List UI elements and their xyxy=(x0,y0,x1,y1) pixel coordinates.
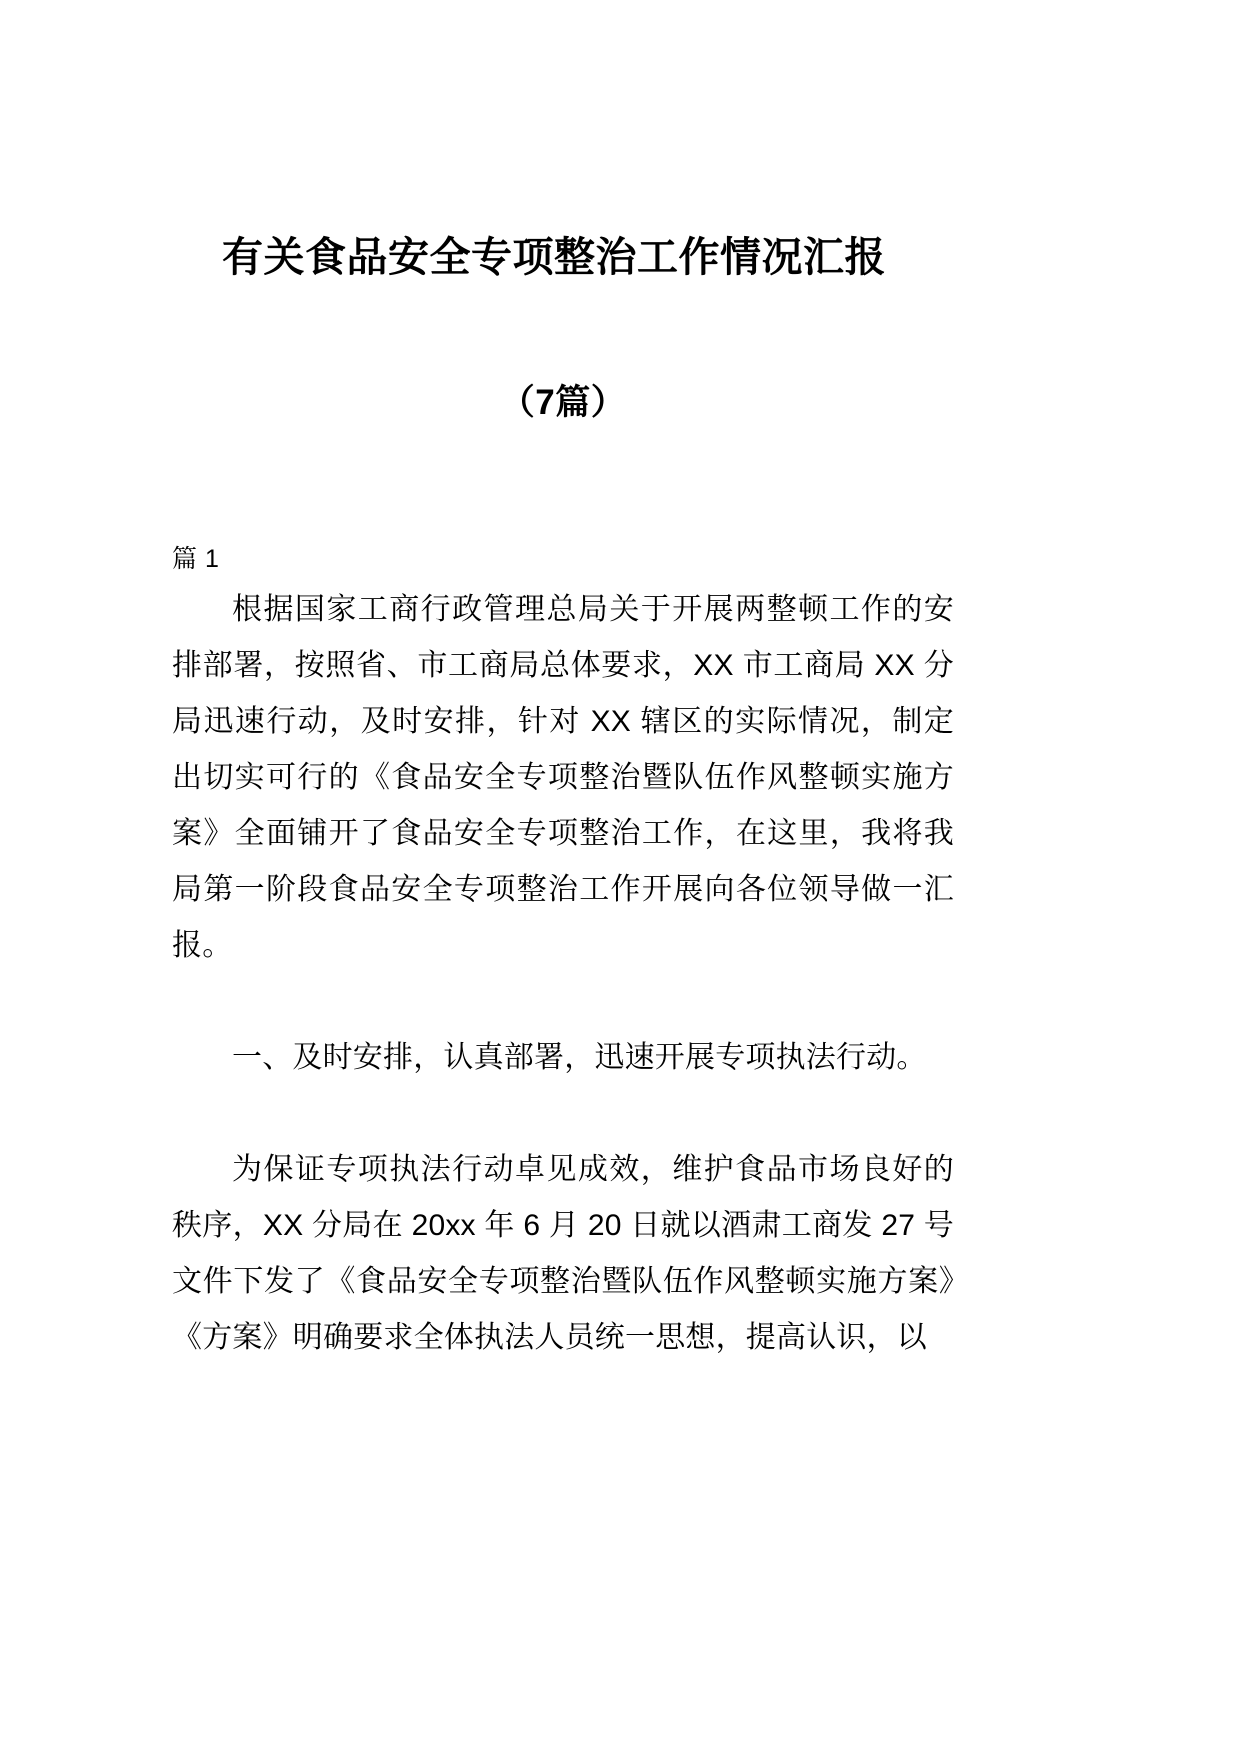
body-paragraph: 根据国家工商行政管理总局关于开展两整顿工作的安排部署，按照省、市工商局总体要求，XX 市工商局 XX 分局迅速行动，及时安排，针对 XX 辖区的实际情况，制定出切实可行的《食品安全专项整治暨队伍作风整顿实施方案》全面铺开了食品安全专项整治工作，在这里，我将我局第一阶段食品安全专项整治工作开展向各位领导做一汇报。 xyxy=(172,592,954,962)
body-paragraph: 为保证专项执法行动卓见成效，维护食品市场良好的秩序，XX 分局在 20xx 年 6 月 20 日就以酒肃工商发 27 号文件下发了《食品安全专项整治暨队伍作风整顿实施方案》《方案》明确要求全体执法人员统一思想，提高认识，以 xyxy=(172,1152,954,1354)
document-body xyxy=(172,425,954,1366)
document-content xyxy=(172,0,954,1366)
body-paragraph-heading-one: 一、及时安排，认真部署，迅速开展专项执法行动。 xyxy=(232,1040,927,1074)
section-label-pian-1: 篇 1 xyxy=(172,545,220,573)
document-subtitle: （7篇） xyxy=(499,383,627,423)
page-title: 有关食品安全专项整治工作情况汇报 xyxy=(222,234,886,280)
